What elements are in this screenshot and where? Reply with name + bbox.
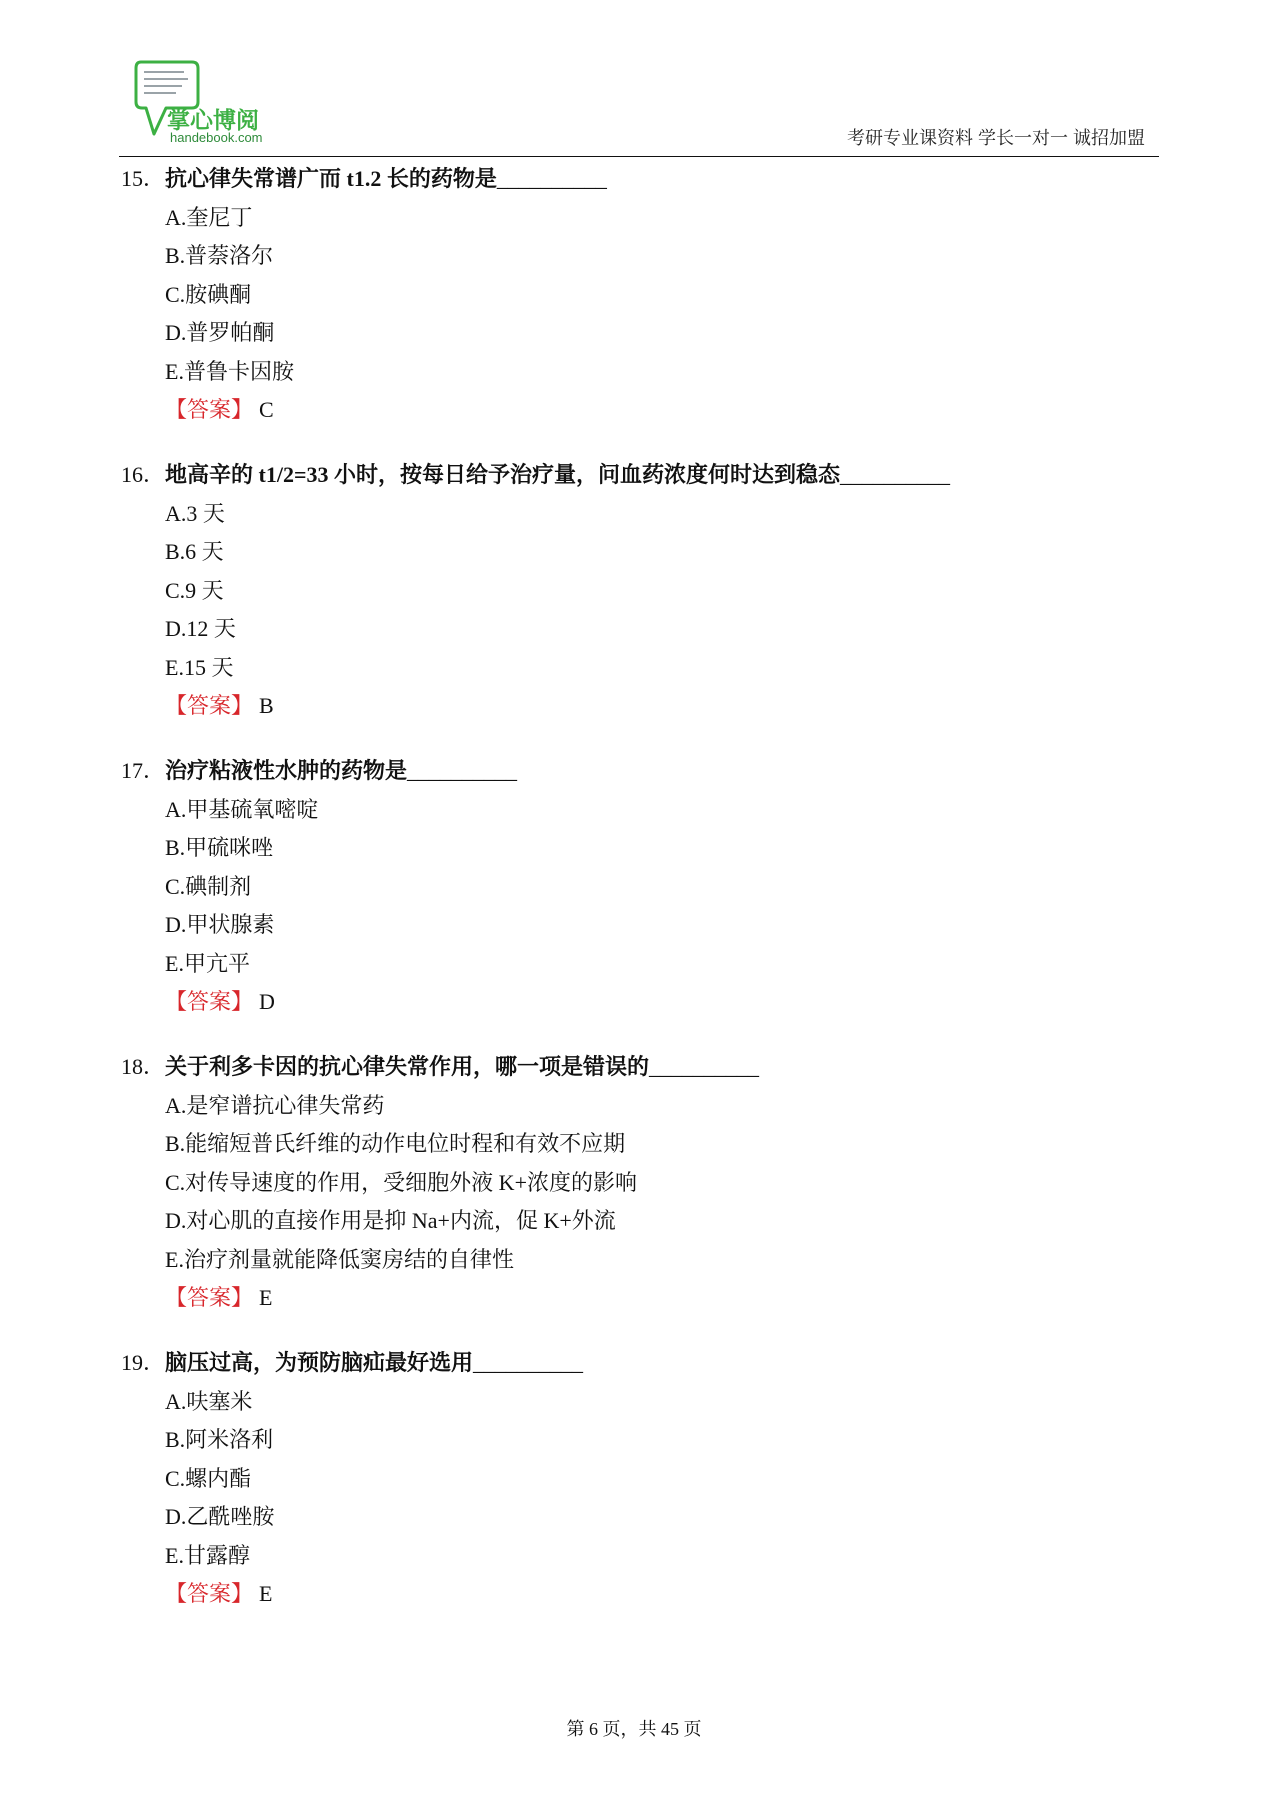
option-a: A.3 天 <box>165 500 225 526</box>
option-a: A.呋塞米 <box>165 1388 253 1414</box>
answer-value: B <box>259 693 274 718</box>
answer-value: E <box>259 1285 273 1310</box>
option-d: D.12 天 <box>165 616 236 641</box>
question-title <box>121 160 1161 199</box>
answer-label: 【答案】 <box>165 1581 254 1606</box>
option-d: D.普罗帕酮 <box>165 320 275 345</box>
question-text: 关于利多卡因的抗心律失常作用，哪一项是错误的 <box>165 1054 650 1079</box>
question-number: 15． <box>121 166 166 191</box>
option-b: B.能缩短普氏纤维的动作电位时程和有效不应期 <box>165 1131 626 1156</box>
header-tagline: 考研专业课资料 学长一对一 诚招加盟 <box>846 128 1145 148</box>
question-title <box>121 456 1161 495</box>
answer-blank: __________ <box>473 1350 584 1375</box>
answer-label: 【答案】 <box>165 397 254 422</box>
question-item <box>121 160 1161 430</box>
option-a: A.甲基硫氧嘧啶 <box>165 796 319 822</box>
option-a: A.奎尼丁 <box>165 204 253 230</box>
option-d: D.甲状腺素 <box>165 912 275 937</box>
question-number: 17． <box>121 758 166 783</box>
question-title <box>121 1344 1161 1383</box>
answer-blank: __________ <box>407 758 518 783</box>
answer-blank: __________ <box>839 462 950 487</box>
question-text: 脑压过高，为预防脑疝最好选用 <box>165 1350 474 1375</box>
answer-value: C <box>259 397 274 422</box>
option-c: C.胺碘酮 <box>165 281 252 307</box>
question-number: 19． <box>121 1350 166 1375</box>
option-c: C.碘制剂 <box>165 873 252 899</box>
answer-label: 【答案】 <box>165 989 254 1014</box>
option-e: E.治疗剂量就能降低窦房结的自律性 <box>165 1246 514 1272</box>
question-title <box>121 752 1161 791</box>
option-b: B.甲硫咪唑 <box>165 835 274 860</box>
header-divider <box>119 156 1159 157</box>
answer-value: E <box>259 1581 273 1606</box>
answer-line <box>121 1575 1161 1614</box>
option-b: B.阿米洛利 <box>165 1427 274 1452</box>
answer-line <box>121 983 1161 1022</box>
option-c: C.对传导速度的作用，受细胞外液 K+浓度的影响 <box>165 1169 637 1195</box>
question-title <box>121 1048 1161 1087</box>
question-item <box>121 456 1161 726</box>
option-c: C.9 天 <box>165 577 224 603</box>
question-text: 地高辛的 t1/2=33 小时，按每日给予治疗量，问血药浓度何时达到稳态 <box>165 462 840 487</box>
question-list <box>121 160 1161 1640</box>
question-item <box>121 1344 1161 1614</box>
answer-blank: __________ <box>649 1054 760 1079</box>
question-text: 抗心律失常谱广而 t1.2 长的药物是 <box>165 166 497 191</box>
option-c: C.螺内酯 <box>165 1465 252 1491</box>
option-b: B.普萘洛尔 <box>165 243 274 268</box>
page-number-footer: 第 6 页，共 45 页 <box>566 1719 702 1739</box>
answer-line <box>121 687 1161 726</box>
option-e: E.15 天 <box>165 654 234 680</box>
option-a: A.是窄谱抗心律失常药 <box>165 1092 385 1118</box>
question-number: 18． <box>121 1054 166 1079</box>
option-e: E.甲亢平 <box>165 950 250 976</box>
question-item <box>121 752 1161 1022</box>
option-d: D.对心肌的直接作用是抑 Na+内流，促 K+外流 <box>165 1208 616 1233</box>
answer-label: 【答案】 <box>165 1285 254 1310</box>
option-d: D.乙酰唑胺 <box>165 1504 275 1529</box>
answer-blank: __________ <box>496 166 607 191</box>
option-b: B.6 天 <box>165 539 224 564</box>
answer-line <box>121 1279 1161 1318</box>
question-text: 治疗粘液性水肿的药物是 <box>165 758 408 783</box>
answer-label: 【答案】 <box>165 693 254 718</box>
answer-line <box>121 391 1161 430</box>
option-e: E.甘露醇 <box>165 1542 250 1568</box>
logo <box>132 58 272 148</box>
logo-domain: handebook.com <box>170 130 263 145</box>
answer-value: D <box>259 989 275 1014</box>
logo-name: 掌心博阅 <box>167 108 259 134</box>
question-item <box>121 1048 1161 1318</box>
question-number: 16． <box>121 462 166 487</box>
option-e: E.普鲁卡因胺 <box>165 358 294 384</box>
